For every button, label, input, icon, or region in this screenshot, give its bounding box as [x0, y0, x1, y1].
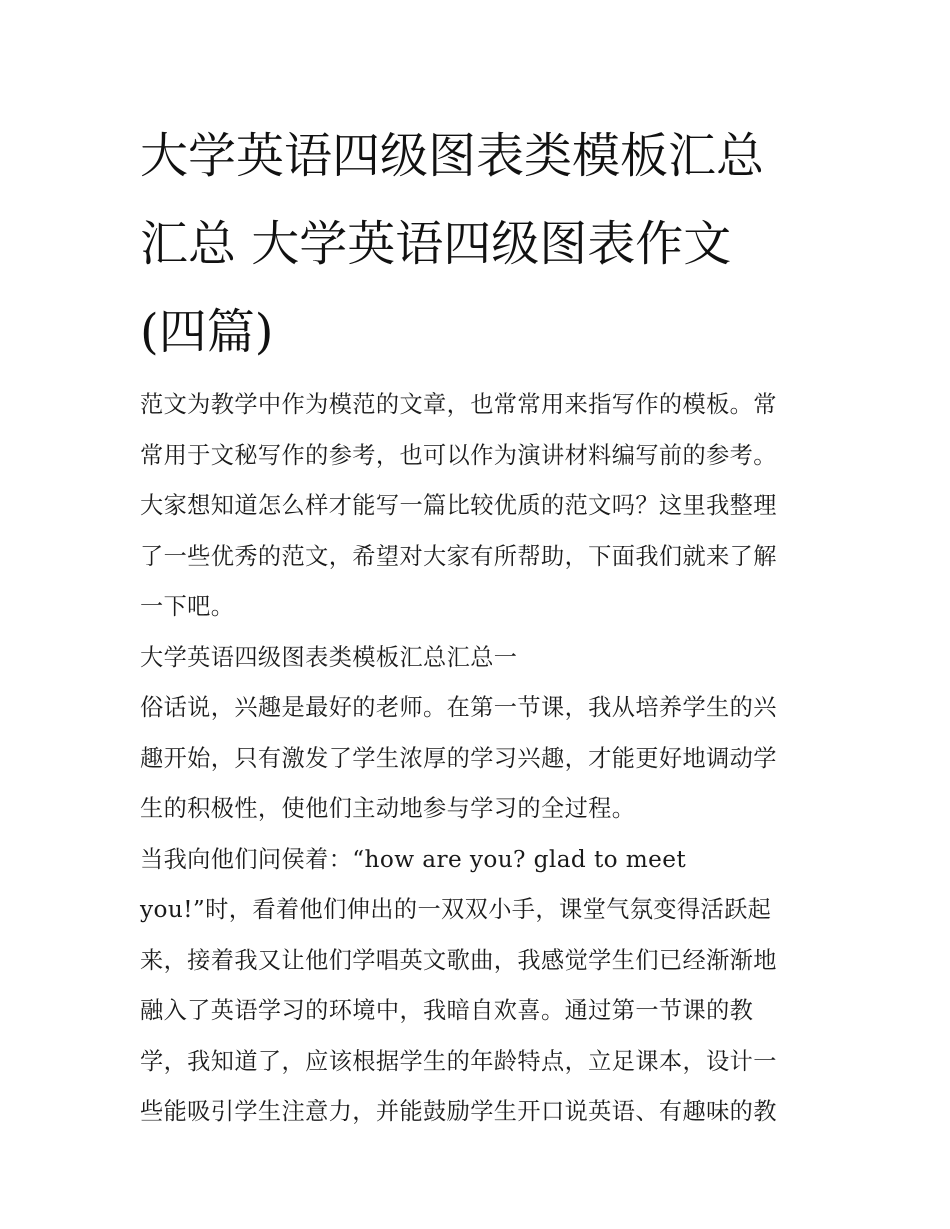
- text-line: you!”时，看着他们伸出的一双双小手，课堂气氛变得活跃起: [140, 896, 772, 923]
- document-content: [140, 112, 812, 1138]
- section-heading: 大学英语四级图表类模板汇总汇总一: [140, 643, 518, 671]
- text-line: 当我向他们问侯着：“how are you? glad to meet: [140, 845, 687, 873]
- text-line: 范文为教学中作为模范的文章，也常常用来指写作的模板。常: [140, 391, 777, 418]
- text-line: 俗话说，兴趣是最好的老师。在第一节课，我从培养学生的兴: [140, 694, 777, 721]
- title-line: 大学英语四级图表类模板汇总: [140, 128, 765, 184]
- text-line: 一下吧。: [140, 593, 235, 620]
- body-text: [140, 380, 812, 1138]
- text-line: 了一些优秀的范文，希望对大家有所帮助，下面我们就来了解: [140, 542, 777, 570]
- text-line: 趣开始，只有激发了学生浓厚的学习兴趣，才能更好地调动学: [140, 744, 777, 772]
- text-line: 学，我知道了，应该根据学生的年龄特点，立足课本，设计一: [140, 1047, 777, 1075]
- text-line: 常用于文秘写作的参考，也可以作为演讲材料编写前的参考。: [140, 441, 777, 469]
- document-title: [140, 112, 812, 376]
- text-line: 来，接着我又让他们学唱英文歌曲，我感觉学生们已经渐渐地: [140, 946, 777, 974]
- title-line: 汇总 大学英语四级图表作文: [140, 216, 732, 272]
- title-line: (四篇): [140, 304, 274, 360]
- text-line: 融入了英语学习的环境中，我暗自欢喜。通过第一节课的教: [140, 997, 754, 1024]
- text-line: 些能吸引学生注意力，并能鼓励学生开口说英语、有趣味的教: [140, 1098, 777, 1125]
- text-line: 大家想知道怎么样才能写一篇比较优质的范文吗？这里我整理: [140, 492, 777, 519]
- text-line: 生的积极性，使他们主动地参与学习的全过程。: [140, 795, 636, 822]
